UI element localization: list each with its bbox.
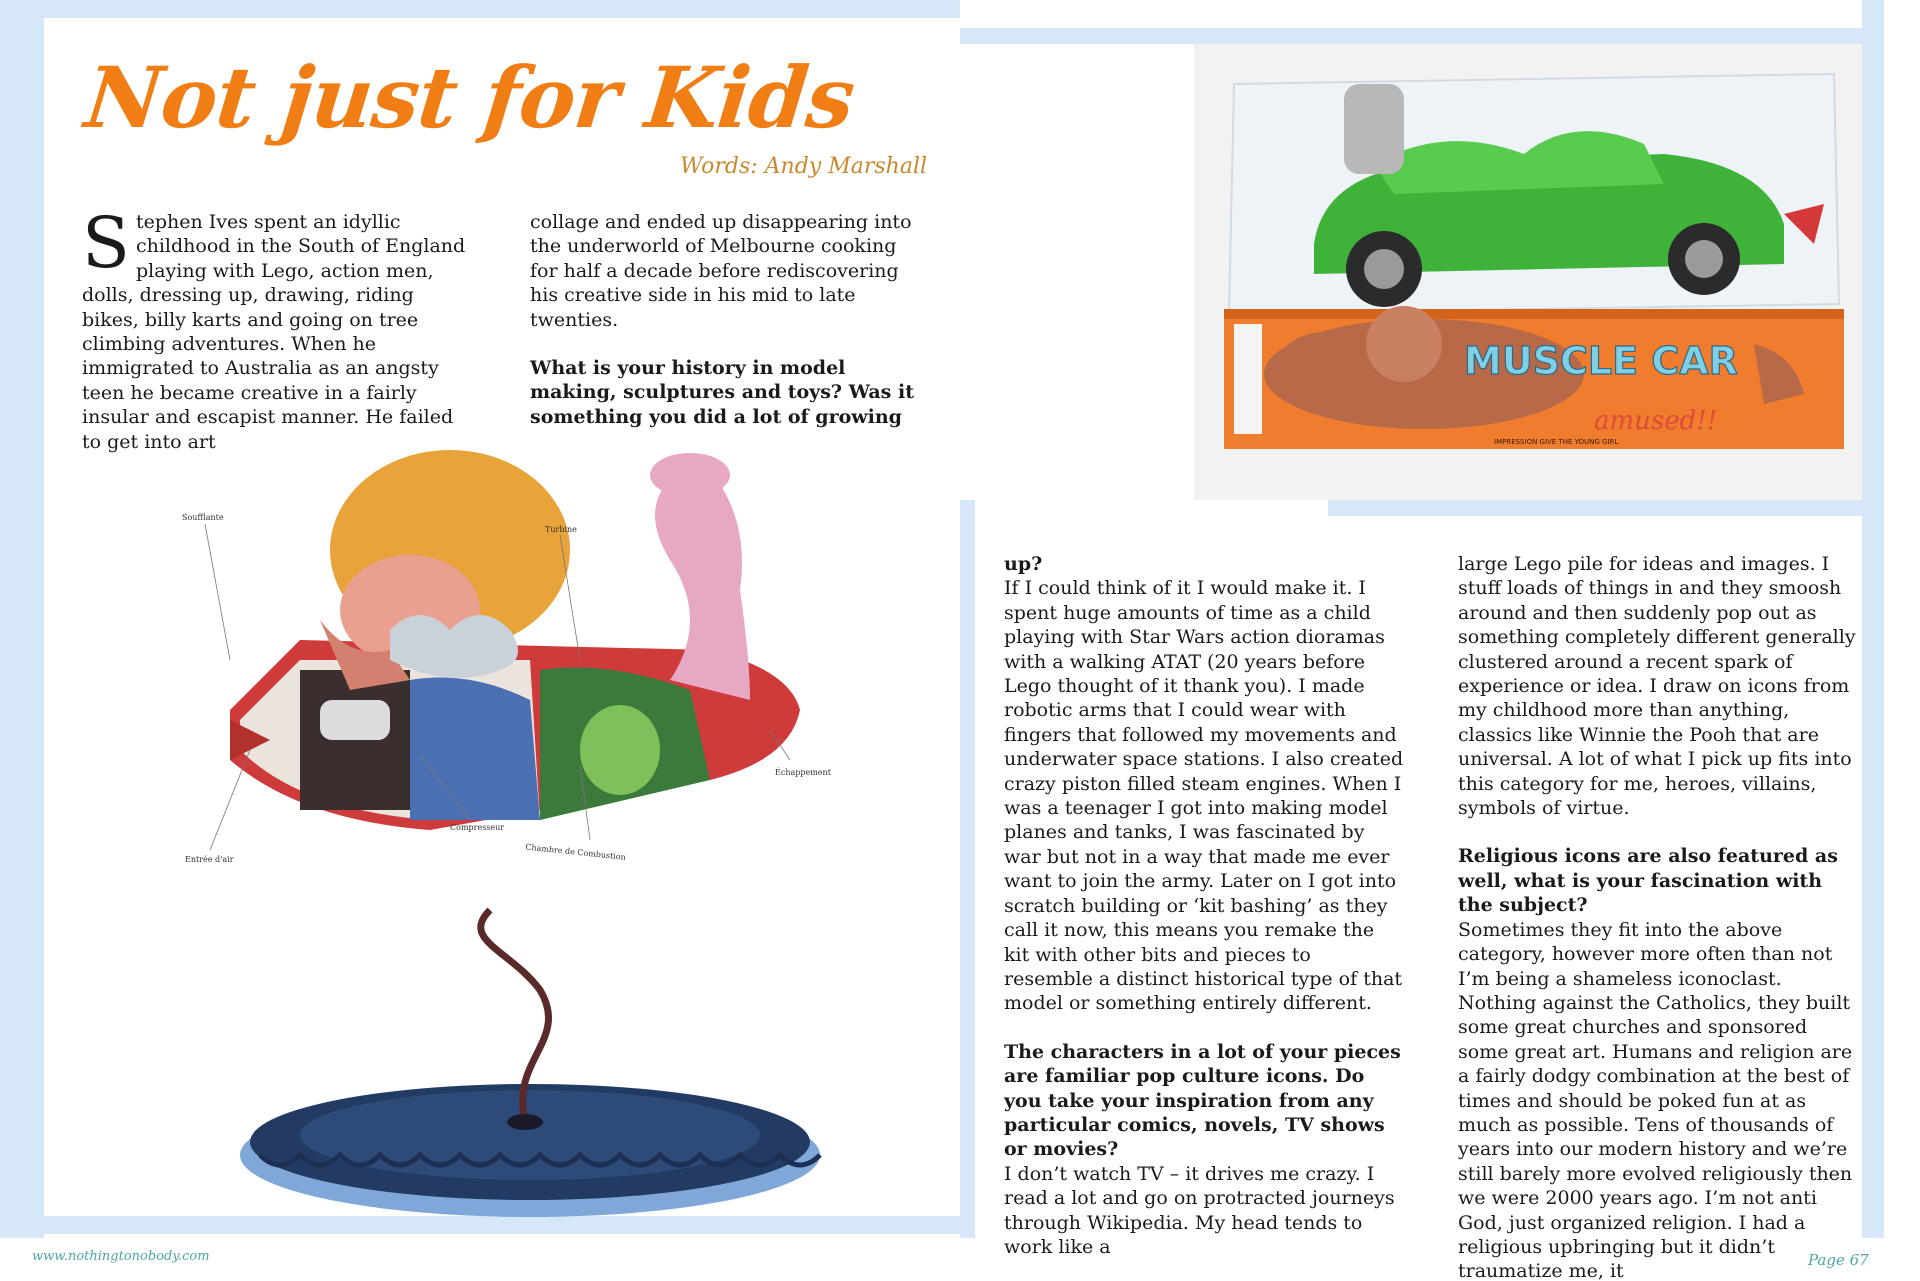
box-sublabel: amused!! bbox=[1594, 406, 1718, 436]
box-small-print: IMPRESSION GIVE THE YOUNG GIRL bbox=[1494, 438, 1619, 446]
intro-paragraph-continued: collage and ended up disappearing into the underworld of Melbourne cooking for half a decade before rediscovering his creative side in his mid to late twenties. bbox=[530, 211, 912, 331]
page-frame-right bbox=[1862, 0, 1884, 1238]
muscle-car-photo bbox=[1194, 44, 1862, 500]
article-byline: Words: Andy Marshall bbox=[680, 154, 928, 179]
question-2: The characters in a lot of your pieces are familiar pop culture icons. Do you take your inspiration from any particular comics, novels, TV shows or movies? bbox=[1004, 1040, 1401, 1161]
page-number: Page 67 bbox=[1808, 1251, 1869, 1269]
answer-2-continued: large Lego pile for ideas and images. I stuff loads of things in and they smoosh around and then suddenly pop out as something completely different generally clustered around a recent spark of experience or idea. I draw on icons from my childhood more than anything, classics like Winnie the Pooh that are universal. A lot of what I pick up fits into this category for me, heroes, villains, symbols of virtue. bbox=[1458, 553, 1856, 820]
text-column-3 bbox=[1004, 552, 1404, 1259]
question-1-end: up? bbox=[1004, 553, 1043, 575]
drop-cap: S bbox=[82, 202, 130, 284]
sculpture-photo bbox=[150, 420, 950, 1220]
page-frame-top-left bbox=[0, 0, 960, 18]
answer-2: I don’t watch TV – it drives me crazy. I read a lot and go on protracted journeys through Wikipedia. My head tends to work like a bbox=[1004, 1162, 1395, 1258]
label-compresseur: Compresseur bbox=[450, 823, 505, 832]
footer-website[interactable]: www.nothingtonobody.com bbox=[32, 1249, 210, 1264]
label-turbine: Turbine bbox=[545, 525, 577, 534]
article-title: Not just for Kids bbox=[80, 48, 859, 147]
label-echappement: Échappement bbox=[775, 768, 831, 777]
text-column-2 bbox=[530, 210, 925, 429]
page-frame-photo-band bbox=[1328, 500, 1883, 516]
text-column-4 bbox=[1458, 552, 1858, 1281]
page-frame-top-right bbox=[960, 28, 1883, 44]
label-entree: Entrée d'air bbox=[185, 855, 234, 864]
label-soufflante: Soufflante bbox=[182, 513, 224, 522]
question-3: Religious icons are also featured as well, what is your fascination with the subject? bbox=[1458, 845, 1838, 917]
answer-3: Sometimes they fit into the above category, however more often than not I’m being a shameless iconoclast. Nothing against the Catholics, they built some great churches and sponsored some great art. Humans and religion are a fairly dodgy combination at the best of times and should be poked fun at as much as possible. Tens of thousands of years into our modern history and we’re still barely more evolved religiously then we were 2000 years ago. I’m not anti God, just organized religion. I had a religious upbringing but it didn’t traumatize me, it bbox=[1458, 918, 1853, 1281]
text-column-1 bbox=[82, 202, 472, 454]
label-chambre: Chambre de Combustion bbox=[524, 842, 627, 862]
question-1: What is your history in model making, sculptures and toys? Was it something you did a lot of growing bbox=[530, 357, 914, 428]
box-label: MUSCLE CAR bbox=[1464, 339, 1738, 383]
page-frame-left bbox=[0, 0, 44, 1238]
page-frame-right-inner bbox=[960, 500, 975, 1238]
answer-1: If I could think of it I would make it. I spent huge amounts of time as a child playing with Star Wars action dioramas with a walking ATAT (20 years before Lego thought of it thank you). I made robotic arms that I could wear with fingers that followed my movements and underwater space stations. I also created crazy piston filled steam engines. When I was a teenager I got into making model planes and tanks, I was fascinated by war but not in a way that made me ever want to join the army. Later on I got into scratch building or ‘kit bashing’ as they call it now, this means you remake the kit with other bits and pieces to resemble a distinct historical type of that model or something entirely different. bbox=[1004, 577, 1404, 1015]
intro-paragraph: tephen Ives spent an idyllic childhood in the South of England playing with Lego, action men, dolls, dressing up, drawing, riding bikes, billy karts and going on tree climbing adventures. When he immigrated to Australia as an angsty teen he became creative in a fairly insular and escapist manner. He failed to get into art bbox=[82, 211, 466, 453]
